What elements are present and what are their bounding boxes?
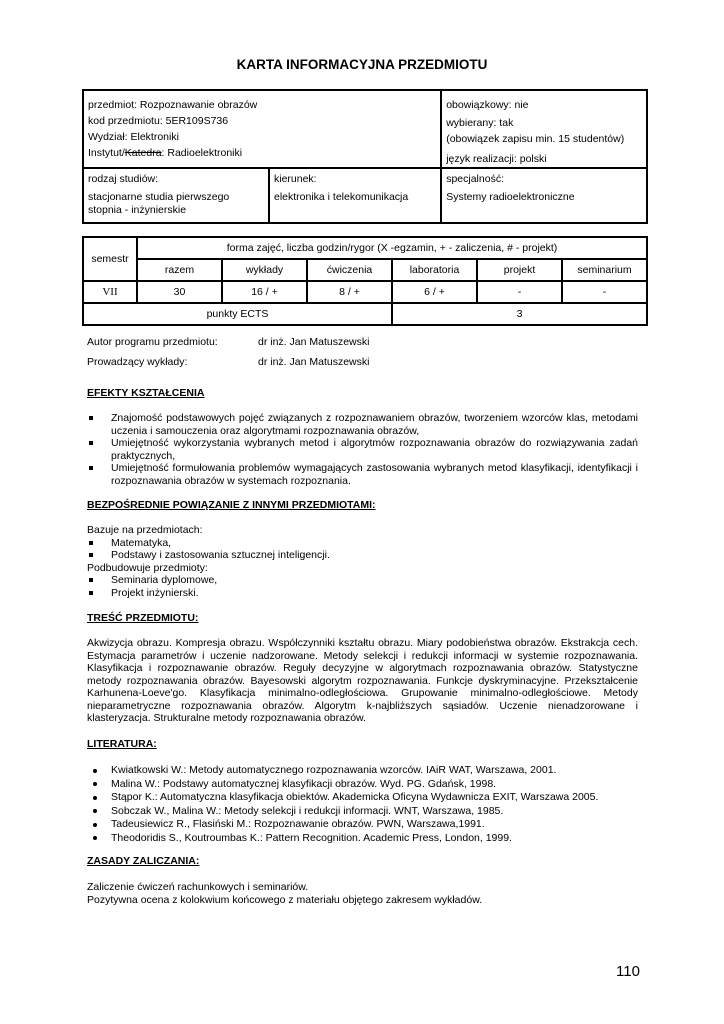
course-identity-cell [83, 90, 441, 168]
list-item: Umiejętność wykorzystania wybranych metod i algorytmów rozpoznawania obrazów do rozwiązywania zadań praktycznych, [87, 437, 638, 462]
effects-heading: EFEKTY KSZTAŁCENIA [87, 387, 205, 399]
col-header: ćwiczenia [307, 259, 392, 281]
rules-line: Zaliczenie ćwiczeń rachunkowych i seminariów. [87, 881, 309, 893]
rules-line: Pozytywna ocena z kolokwium końcowego z materiału objętego zakresem wykładów. [87, 893, 483, 906]
list-item: Tadeusiewicz R., Flasiński M.: Rozpoznawanie obrazów. PWN, Warszawa,1991. [87, 818, 638, 832]
col-header: seminarium [562, 259, 647, 281]
list-item: Znajomość podstawowych pojęć związanych z rozpoznawaniem obrazów, tworzeniem wzorców klas, metodami uczenia i samouczenia oraz algorytmami rozpoznawania obrazów, [87, 412, 638, 437]
literature-list [87, 764, 638, 845]
list-item: Stąpor K.: Automatyczna klasyfikacja obiektów. Akademicka Oficyna Wydawnicza EXIT, Warszawa 2005. [87, 791, 638, 805]
enrollment-requirement: (obowiązek zapisu min. 15 studentów) [446, 133, 625, 145]
specialty-label: specjalność: [446, 173, 504, 185]
relations-heading: BEZPOŚREDNIE POWIĄZANIE Z INNYMI PRZEDMIOTAMI: [87, 499, 376, 511]
effects-list [87, 412, 638, 487]
relations-block [87, 524, 638, 599]
list-item: Podstawy i zastosowania sztucznej inteligencji. [87, 549, 638, 562]
content-text: Akwizycja obrazu. Kompresja obrazu. Współczynniki kształtu obrazu. Miary podobieństwa obrazów. Ekstrakcja cech. Estymacja parametrów i uczenie nadzorowane. Metody selekcji i redukcji informacji w systemie rozpoznawania. Klasyfikacja i rozpoznawanie obrazów. Reguły decyzyjne w algorytmach rozpoznawania obrazów. Statystyczne metody rozpoznawania obrazów. Bayesowski algorytm rozpoznawania. Funkcje dyskryminacyjne. Przekształcenie Karhunena-Loeve'go. Klasyfikacja minimalno-odległościowa. Grupowanie minimalno-odległościowe. Metody nieparametryczne rozpoznawania obrazów. Algorytm k-najbliższych sąsiadów. Uczenie nienadzorowane i klasteryzacja. Strukturalne metody rozpoznawania obrazów. [87, 637, 638, 724]
list-item: Umiejętność formułowania problemów wymagających zastosowania wybranych metod klasyfikacji, identyfikacji i rozpoznawania obrazów w systemach rozpoznania. [87, 462, 638, 487]
lecturer-label: Prowadzący wykłady: [87, 356, 188, 368]
obligatory: obowiązkowy: nie [446, 99, 529, 111]
hours-cell: 6 / + [392, 281, 477, 303]
institute-prefix: Instytut/ [88, 147, 125, 159]
col-header: projekt [477, 259, 562, 281]
rules-heading: ZASADY ZALICZANIA: [87, 855, 200, 867]
ects-label: punkty ECTS [83, 303, 392, 325]
col-header: laboratoria [392, 259, 477, 281]
list-item: Kwiatkowski W.: Metody automatycznego rozpoznawania wzorców. IAiR WAT, Warszawa, 2001. [87, 764, 638, 778]
list-item: Malina W.: Podstawy automatycznej klasyfikacji obrazów. Wyd. PG. Gdańsk, 1998. [87, 778, 638, 792]
hours-cell: - [562, 281, 647, 303]
list-item: Seminaria dyplomowe, [87, 574, 638, 587]
language: język realizacji: polski [446, 153, 547, 165]
based-on-label: Bazuje na przedmiotach: [87, 524, 203, 536]
institute-struck-word: Katedra [124, 147, 162, 159]
col-header: razem [137, 259, 222, 281]
hours-cell: - [477, 281, 562, 303]
hours-table [82, 236, 648, 326]
study-type-cell [83, 168, 269, 223]
course-name: przedmiot: Rozpoznawanie obrazów [88, 99, 258, 111]
field-cell [269, 168, 441, 223]
page-number: 110 [616, 963, 640, 980]
author-value: dr inż. Jan Matuszewski [258, 336, 370, 348]
course-code: kod przedmiotu: 5ER109S736 [88, 115, 229, 127]
semester-header: semestr [83, 237, 137, 281]
elective: wybierany: tak [446, 117, 514, 129]
rules-block [87, 881, 638, 906]
hours-cell: 30 [137, 281, 222, 303]
study-type-value: stacjonarne studia pierwszego stopnia - inżynierskie [88, 191, 230, 216]
document-title: KARTA INFORMACYJNA PRZEDMIOTU [236, 57, 488, 72]
author-label: Autor programu przedmiotu: [87, 336, 218, 348]
field-value: elektronika i telekomunikacja [273, 191, 409, 203]
supports-label: Podbudowuje przedmioty: [87, 561, 208, 574]
course-info-table [82, 89, 648, 224]
author-line [87, 336, 369, 348]
field-label: kierunek: [273, 173, 317, 185]
list-item: Theodoridis S., Koutroumbas K.: Pattern Recognition. Academic Press, London, 1999. [87, 832, 638, 846]
course-status-cell [441, 90, 647, 168]
hours-cell: 8 / + [307, 281, 392, 303]
hours-cell: 16 / + [222, 281, 307, 303]
study-type-label: rodzaj studiów: [88, 173, 159, 185]
ects-value: 3 [392, 303, 647, 325]
institute [84, 145, 440, 161]
list-item: Matematyka, [87, 537, 638, 550]
list-item: Projekt inżynierski. [87, 587, 638, 600]
list-item: Sobczak W., Malina W.: Metody selekcji i redukcji informacji. WNT, Warszawa, 1985. [87, 805, 638, 819]
semester-value: VII [83, 281, 137, 303]
lecturer-value: dr inż. Jan Matuszewski [258, 356, 370, 368]
literature-heading: LITERATURA: [87, 738, 157, 750]
form-header: forma zajęć, liczba godzin/rygor (X -egzamin, + - zaliczenia, # - projekt) [137, 237, 647, 259]
specialty-value: Systemy radioelektroniczne [446, 191, 575, 203]
specialty-cell [441, 168, 647, 223]
content-heading: TREŚĆ PRZEDMIOTU: [87, 612, 199, 624]
institute-suffix: : Radioelektroniki [161, 147, 243, 159]
lecturer-line [87, 356, 369, 368]
col-header: wykłady [222, 259, 307, 281]
faculty: Wydział: Elektroniki [88, 131, 179, 143]
